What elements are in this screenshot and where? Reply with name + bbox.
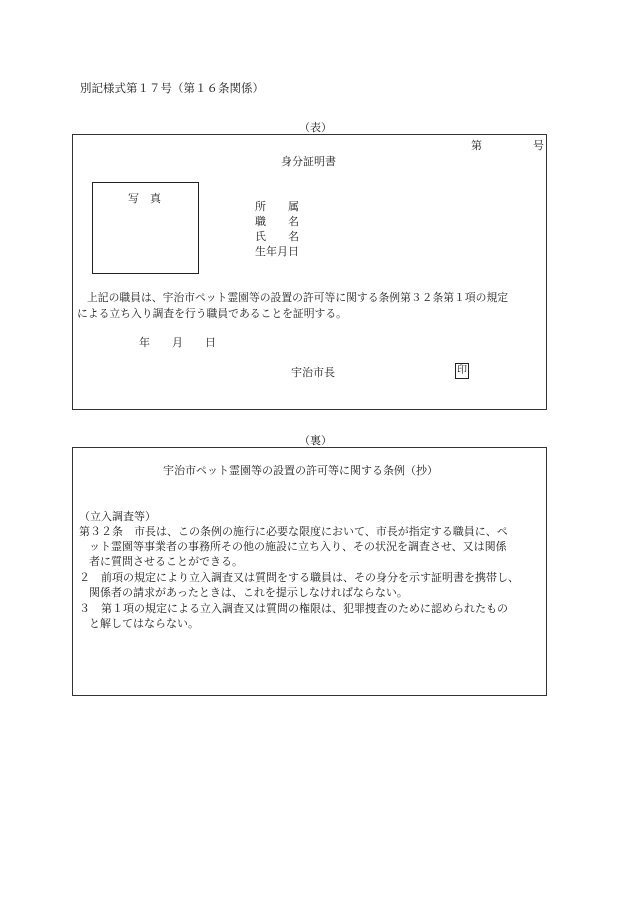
- back-card: [72, 447, 547, 696]
- form-number: 別記様式第１７号（第１６条関係）: [80, 81, 264, 95]
- article-line: ２ 前項の規定により立入調査又は質問をする職員は、その身分を示す証明書を携帯し、: [79, 571, 519, 584]
- field-birthdate: 生年月日: [255, 245, 299, 258]
- number-go: 号: [533, 139, 544, 152]
- article-line: ット霊園等事業者の事務所その他の施設に立ち入り、その状況を調査させ、又は関係: [89, 540, 507, 553]
- issue-date: 年 月 日: [139, 336, 216, 349]
- issuer: 宇治市長: [291, 366, 335, 379]
- number-dai: 第: [471, 139, 482, 152]
- back-heading: （裏）: [299, 434, 332, 447]
- front-heading: （表）: [299, 121, 332, 134]
- document-title: 身分証明書: [281, 155, 336, 168]
- field-name: 氏 名: [255, 230, 299, 243]
- field-position: 職 名: [255, 215, 299, 228]
- article-line: 者に質問させることができる。: [89, 555, 243, 568]
- article-line: 第３２条 市長は、この条例の施行に必要な限度において、市長が指定する職員に、ペ: [79, 525, 508, 538]
- front-card: [72, 134, 547, 410]
- certification-statement-line1: 上記の職員は、宇治市ペット霊園等の設置の許可等に関する条例第３２条第１項の規定: [87, 291, 509, 304]
- photo-label: 写 真: [128, 192, 161, 205]
- seal-mark: 印: [455, 363, 469, 379]
- field-affiliation: 所 属: [255, 200, 299, 213]
- article-line: ３ 第１項の規定による立入調査又は質問の権限は、犯罪捜査のために認められたもの: [79, 602, 508, 615]
- certification-statement-line2: による立ち入り調査を行う職員であることを証明する。: [77, 307, 347, 320]
- photo-frame: [92, 182, 199, 274]
- section-heading: （立入調査等）: [79, 510, 156, 523]
- ordinance-title: 宇治市ペット霊園等の設置の許可等に関する条例（抄）: [163, 464, 438, 477]
- article-line: 関係者の請求があったときは、これを提示しなければならない。: [89, 586, 408, 599]
- article-line: と解してはならない。: [89, 617, 199, 630]
